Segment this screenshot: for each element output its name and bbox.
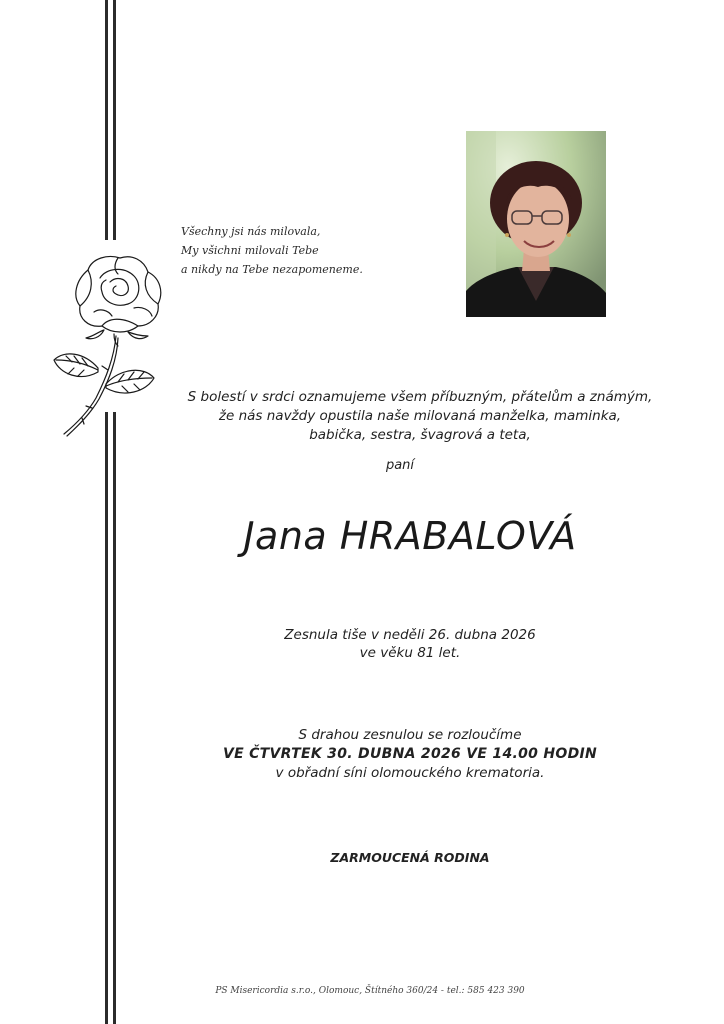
memorial-poem [181, 222, 421, 279]
death-info [230, 626, 590, 662]
farewell-location: v obřadní síni olomouckého krematoria. [275, 765, 545, 781]
announcement-line: babička, sestra, švagrová a teta, [309, 427, 531, 443]
announcement-text [140, 388, 700, 445]
portrait-photo [466, 131, 606, 317]
deceased-name: Jana HRABALOVÁ [243, 514, 577, 558]
border-line-left-bottom [105, 412, 108, 1024]
grieving-family: ZARMOUCENÁ RODINA [330, 850, 490, 865]
poem-line: My všichni milovali Tebe [181, 244, 319, 257]
poem-line: Všechny jsi nás milovala, [181, 225, 321, 238]
announcement-line: že nás navždy opustila naše milovaná manželka, maminka, [218, 408, 622, 424]
farewell-intro: S drahou zesnulou se rozloučíme [298, 727, 522, 743]
border-line-right-top [113, 0, 116, 240]
poem-line: a nikdy na Tebe nezapomeneme. [181, 263, 363, 276]
announcement-line: S bolestí v srdci oznamujeme všem příbuzným, přátelům a známým, [187, 389, 653, 405]
border-line-right-bottom [113, 412, 116, 1024]
funeral-service-footer: PS Misericordia s.r.o., Olomouc, Štítného 360/24 - tel.: 585 423 390 [215, 986, 525, 996]
farewell-info [140, 726, 680, 783]
border-line-left-top [105, 0, 108, 240]
honorific: paní [385, 458, 415, 473]
farewell-datetime: VE ČTVRTEK 30. DUBNA 2026 VE 14.00 HODIN [222, 746, 598, 762]
death-age-line: ve věku 81 let. [359, 645, 461, 661]
death-date-line: Zesnula tiše v neděli 26. dubna 2026 [284, 627, 536, 643]
